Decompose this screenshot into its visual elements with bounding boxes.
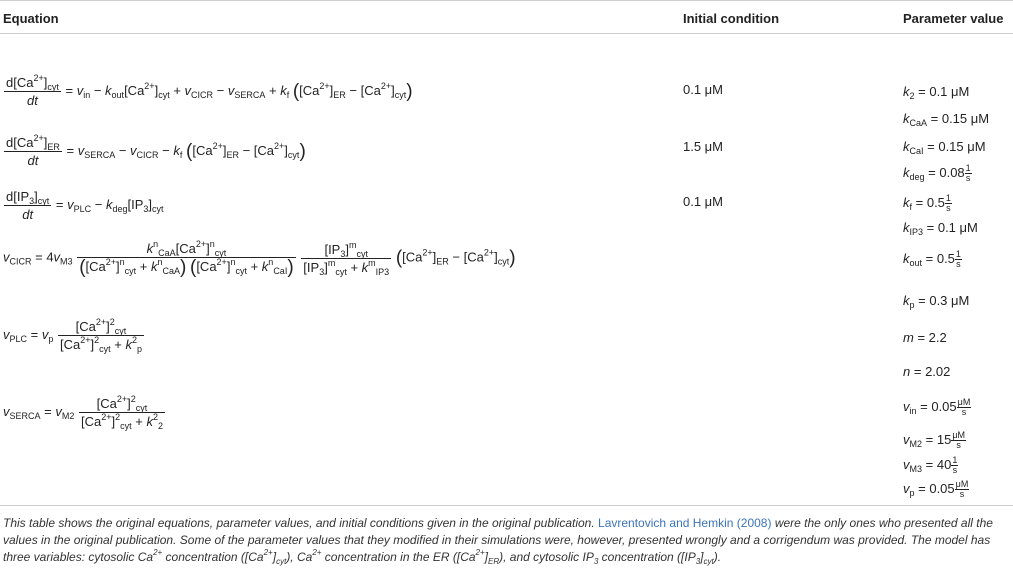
header-rule <box>0 33 1013 34</box>
equation-v-plc: $v_{PLC} = v_p$ $[Ca^{2+}]^2_{cyt}$ $[Ca^{2+}]^2_{cyt} + k^2_p$ <box>3 317 142 354</box>
header-initial-condition: Initial condition <box>683 11 780 26</box>
header-equation: Equation <box>3 11 59 26</box>
param-kout: $k_{out} = 0.5$ $\frac{1}{s}$ <box>903 249 961 269</box>
param-n: n = 2.02 <box>903 364 951 379</box>
param-kdeg: $k_{deg} = 0.08$ $\frac{1}{s}$ <box>903 163 971 183</box>
initial-condition-ca-cyt: 0.1 μM <box>683 82 724 97</box>
param-kp: $k_p = 0.3$ μM <box>903 293 970 310</box>
header-parameter-value: Parameter value <box>903 11 1004 26</box>
bottom-rule <box>0 505 1013 506</box>
param-vm3: $v_{M3} = 40$ $\frac{1}{s}$ <box>903 455 958 475</box>
param-m: m = 2.2 <box>903 330 947 345</box>
param-kf: $k_f = 0.5$ $\frac{1}{s}$ <box>903 193 951 213</box>
equation-v-cicr: $v_{CICR} = 4v_{M3}$ $k^n_{CaA}[Ca^{2+}]^n_{cyt}$ $([Ca^{2+}]^n_{cyt} + k^n_{CaA}) ([Ca^{2+}]^n_{cyt} + k^n_{CaI})$ $[IP_3]^m_{cyt}$ $[IP_3]^m_{cyt} + k^m_{IP3}$ $([Ca^{2+}]_{ER} - [Ca^{2+}]_{cyt})$ <box>3 239 516 278</box>
param-vm2: $v_{M2} = 15$ $\frac{\mu M}{s}$ <box>903 430 965 450</box>
equation-ca-er: $\frac{d[Ca^{2+}]_{ER}}{dt}$ = $v_{SERCA} - v_{CICR} - k_f$ $([Ca^{2+}]_{ER} - [Ca^{2+}]_{cyt})$ <box>6 133 306 168</box>
param-kip3: $k_{IP3} = 0.1$ μM <box>903 220 978 237</box>
initial-condition-ca-er: 1.5 μM <box>683 139 724 154</box>
param-kcaa: $k_{CaA} = 0.15$ μM <box>903 111 990 128</box>
citation-link[interactable]: Lavrentovich and Hemkin (2008) <box>598 516 772 530</box>
param-vin: $v_{in} = 0.05$ $\frac{\mu M}{s}$ <box>903 397 971 417</box>
top-rule <box>0 0 1013 1</box>
initial-condition-ip3: 0.1 μM <box>683 194 724 209</box>
param-kcai: $k_{CaI} = 0.15$ μM <box>903 139 986 156</box>
table-note: This table shows the original equations, parameter values, and initial conditions given in the original publication. Lavrentovich and Hemkin (2008) were the only ones who presented all the values in the original publication. Some of the parameter values that they modified in their simulations were, however, presented wrongly and a corrigendum was provided. The model has three variables: cytosolic $Ca^{2+}$ concentration $([Ca^{2+}]_{cyt})$, $Ca^{2+}$ concentration in the ER $([Ca^{2+}]_{ER})$, and cytosolic $IP_3$ concentration $([IP_3]_{cyt})$. <box>3 516 993 566</box>
equation-v-serca: $v_{SERCA} = v_{M2}$ $[Ca^{2+}]^2_{cyt}$ $[Ca^{2+}]^2_{cyt} + k^2_2$ <box>3 394 163 431</box>
equation-ca-cyt: $d[Ca^{2+}]_{cyt}$ dt = $v_{in} - k_{out}[Ca^{2+}]_{cyt} + v_{CICR} - v_{SERCA} + k_f$ $([Ca^{2+}]_{ER} - [Ca^{2+}]_{cyt})$ <box>6 73 413 108</box>
equation-ip3: $d[IP_3]_{cyt}$ dt = $v_{PLC} - k_{deg}[IP_3]_{cyt}$ <box>6 189 164 222</box>
param-k2: $k_2 = 0.1$ μM <box>903 84 970 101</box>
param-vp: $v_p = 0.05$ $\frac{\mu M}{s}$ <box>903 479 969 499</box>
